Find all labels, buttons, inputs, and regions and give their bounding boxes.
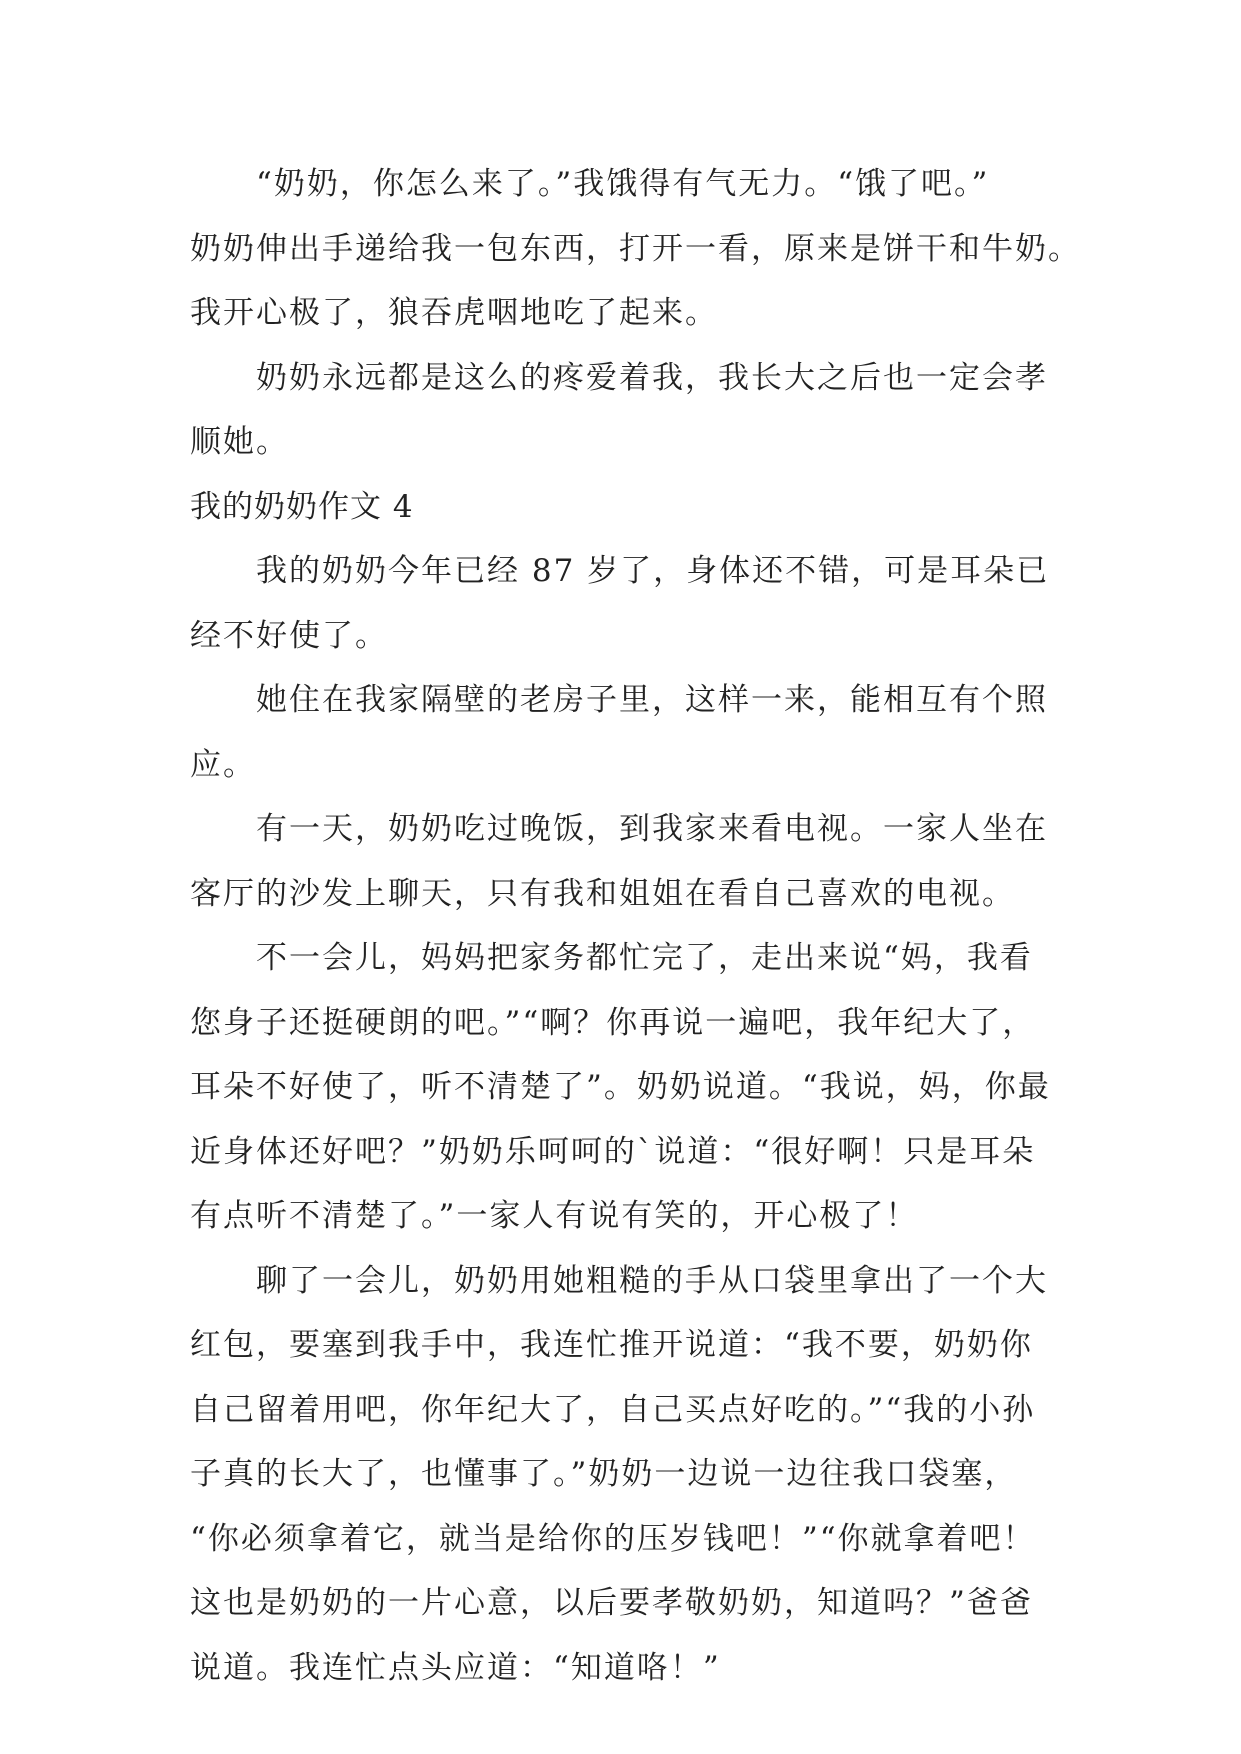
paragraph-line: 红包，要塞到我手中，我连忙推开说道：“我不要，奶奶你 xyxy=(190,1327,1033,1363)
paragraph-line: 子真的长大了，也懂事了。”奶奶一边说一边往我口袋塞， xyxy=(190,1456,1018,1492)
paragraph-line: 近身体还好吧？”奶奶乐呵呵的`说道：“很好啊！只是耳朵 xyxy=(190,1133,1036,1170)
paragraph-line: 她住在我家隔壁的老房子里，这样一来，能相互有个照 xyxy=(256,682,1048,718)
paragraph-line: 客厅的沙发上聊天，只有我和姐姐在看自己喜欢的电视。 xyxy=(190,875,1015,912)
paragraph-line: 奶奶伸出手递给我一包东西，打开一看，原来是饼干和牛奶。 xyxy=(190,230,1081,267)
paragraph-line: “奶奶，你怎么来了。”我饿得有气无力。“饿了吧。” xyxy=(256,166,990,202)
section-heading: 我的奶奶作文 4 xyxy=(190,488,414,525)
paragraph-line: 我开心极了，狼吞虎咽地吃了起来。 xyxy=(190,295,718,331)
paragraph-line: “你必须拿着它，就当是给你的压岁钱吧！”“你就拿着吧！ xyxy=(190,1520,1036,1557)
paragraph-line: 自己留着用吧，你年纪大了，自己买点好吃的。”“我的小孙 xyxy=(190,1391,1036,1428)
paragraph-line: 这也是奶奶的一片心意，以后要孝敬奶奶，知道吗？”爸爸 xyxy=(190,1585,1033,1621)
paragraph-line: 经不好使了。 xyxy=(190,617,388,654)
paragraph-line: 有一天，奶奶吃过晚饭，到我家来看电视。一家人坐在 xyxy=(256,811,1048,847)
paragraph-line: 我的奶奶今年已经 87 岁了，身体还不错，可是耳朵已 xyxy=(256,553,1050,589)
paragraph-line: 应。 xyxy=(190,746,256,783)
paragraph-line: 聊了一会儿，奶奶用她粗糙的手从口袋里拿出了一个大 xyxy=(256,1262,1048,1299)
paragraph-line: 顺她。 xyxy=(190,424,289,460)
paragraph-line: 不一会儿，妈妈把家务都忙完了，走出来说“妈，我看 xyxy=(256,940,1033,976)
paragraph-line: 您身子还挺硬朗的吧。”“啊？你再说一遍吧，我年纪大了， xyxy=(190,1004,1036,1041)
paragraph-line: 说道。我连忙点头应道：“知道咯！” xyxy=(190,1649,721,1686)
paragraph-line: 耳朵不好使了，听不清楚了”。奶奶说道。“我说，妈，你最 xyxy=(190,1069,1051,1105)
paragraph-line: 有点听不清楚了。”一家人有说有笑的，开心极了！ xyxy=(190,1198,919,1234)
document-body xyxy=(190,152,1081,1700)
paragraph-line: 奶奶永远都是这么的疼爱着我，我长大之后也一定会孝 xyxy=(256,359,1048,396)
